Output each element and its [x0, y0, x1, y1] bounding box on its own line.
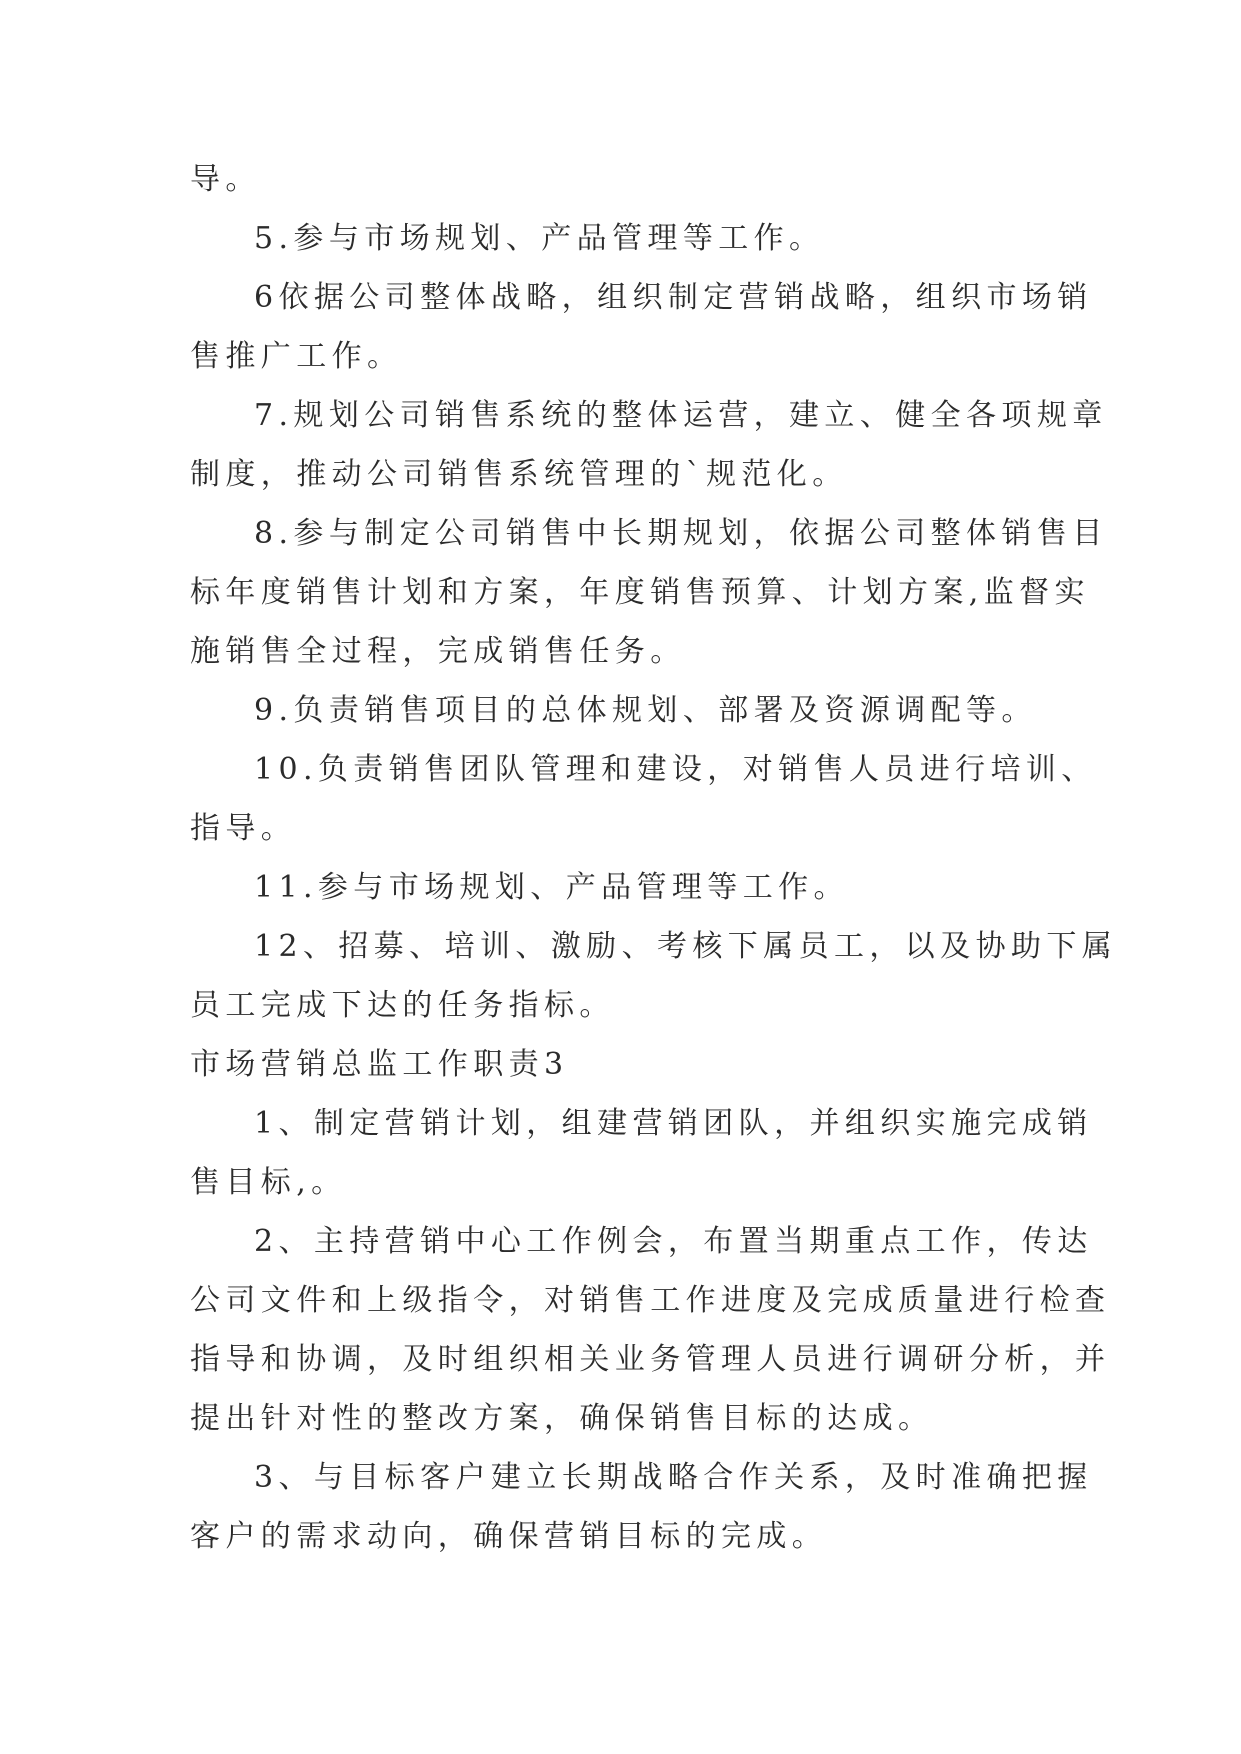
paragraph: [190, 1448, 1093, 1566]
document-body: [190, 150, 1118, 1566]
text-line: 员工完成下达的任务指标。: [190, 988, 615, 1023]
paragraph: [190, 917, 1118, 1035]
text-line: 指导。: [190, 811, 297, 846]
text-line: 售目标,。: [190, 1165, 347, 1200]
text-line: 9.负责销售项目的总体规划、部署及资源调配等。: [254, 693, 1037, 728]
text-line: 制度，推动公司销售系统管理的`规范化。: [190, 457, 848, 492]
paragraph-unindented: [190, 150, 1060, 209]
text-line: 公司文件和上级指令，对销售工作进度及完成质量进行检查: [190, 1283, 1111, 1318]
text-line: 10.负责销售团队管理和建设，对销售人员进行培训、: [254, 752, 1097, 787]
paragraph: [190, 504, 1108, 681]
text-line: 提出针对性的整改方案，确保销售目标的达成。: [190, 1401, 934, 1436]
text-line: 标年度销售计划和方案，年度销售预算、计划方案,监督实: [190, 575, 1090, 610]
text-line: 6依据公司整体战略，组织制定营销战略，组织市场销: [254, 280, 1093, 315]
text-line: 导。: [190, 162, 261, 197]
text-line: 3、与目标客户建立长期战略合作关系，及时准确把握: [254, 1460, 1093, 1495]
text-line: 施销售全过程，完成销售任务。: [190, 634, 686, 669]
text-line: 1、制定营销计划，组建营销团队，并组织实施完成销: [254, 1106, 1093, 1141]
paragraph: [190, 740, 1097, 858]
text-line: 指导和协调，及时组织相关业务管理人员进行调研分析，并: [190, 1342, 1111, 1377]
paragraph: [190, 268, 1093, 386]
text-line: 11.参与市场规划、产品管理等工作。: [254, 870, 849, 905]
paragraph: [190, 209, 1060, 268]
text-line: 2、主持营销中心工作例会，布置当期重点工作，传达: [254, 1224, 1093, 1259]
text-line: 售推广工作。: [190, 339, 403, 374]
text-line: 客户的需求动向，确保营销目标的完成。: [190, 1519, 828, 1554]
paragraph: [190, 386, 1108, 504]
paragraph: [190, 858, 1060, 917]
text-line: 5.参与市场规划、产品管理等工作。: [254, 221, 825, 256]
paragraph: [190, 1094, 1093, 1212]
text-line: 7.规划公司销售系统的整体运营，建立、健全各项规章: [254, 398, 1108, 433]
paragraph: [190, 1212, 1111, 1448]
text-line: 市场营销总监工作职责3: [190, 1047, 569, 1082]
text-line: 8.参与制定公司销售中长期规划，依据公司整体销售目: [254, 516, 1108, 551]
paragraph: [190, 681, 1060, 740]
text-line: 12、招募、培训、激励、考核下属员工，以及协助下属: [254, 929, 1118, 964]
paragraph-unindented: [190, 1035, 1060, 1094]
